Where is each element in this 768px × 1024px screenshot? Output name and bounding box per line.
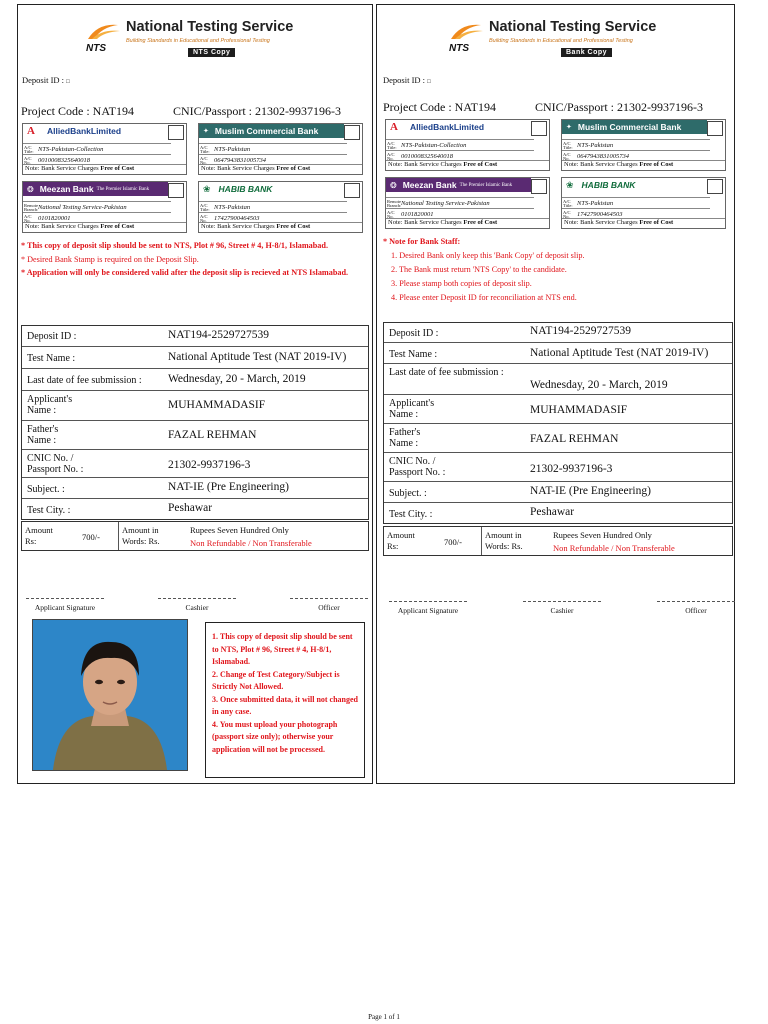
allied-logo-icon: A — [390, 121, 398, 133]
bank-acno: 0647943831005734 — [577, 153, 629, 160]
table-row: Subject. : NAT-IE (Pre Engineering) — [384, 482, 732, 503]
mcb-logo-icon: ✦ — [566, 123, 572, 131]
bank-title: NTS-Pakistan — [577, 142, 614, 149]
bank-title-row: A/C Title: NTS-Pakistan — [562, 197, 710, 209]
deposit-id-value: NAT194-2529727539 — [530, 325, 631, 337]
habib-logo-icon: ❀ — [566, 179, 574, 190]
bank-title: NTS-Pakistan-Collection — [401, 142, 467, 149]
applicant-photo — [32, 619, 188, 771]
city-value: Peshawar — [168, 502, 213, 514]
bank-box-meezan — [385, 177, 550, 229]
bank-title-row: Remote Branch: National Testing Service-Pakistan — [23, 201, 171, 213]
bank-acno: 17427900464503 — [577, 211, 623, 218]
applicant-signature-label: Applicant Signature — [397, 606, 459, 615]
bank-name: HABIB BANK — [581, 180, 636, 190]
bank-name: AlliedBankLimited — [46, 126, 122, 136]
bank-box-meezan — [22, 181, 187, 233]
bank-name: AlliedBankLimited — [409, 122, 485, 132]
bank-acno: 0101820001 — [38, 215, 71, 222]
nts-logo-icon — [447, 19, 487, 55]
bank-checkbox[interactable] — [531, 121, 547, 136]
last-date-value: Wednesday, 20 - March, 2019 — [168, 373, 306, 385]
bank-box-mcb — [198, 123, 363, 175]
applicant-name-value: MUHAMMADASIF — [530, 404, 628, 416]
amount-value: 700/- — [444, 537, 462, 547]
table-row: Test Name : National Aptitude Test (NAT 2019-IV) — [384, 343, 732, 364]
table-row: Deposit ID : NAT194-2529727539 — [384, 323, 732, 343]
cashier-label: Cashier — [550, 606, 574, 615]
staff-note: 4. Please enter Deposit ID for reconciliation at NTS end. — [391, 293, 577, 302]
bank-checkbox[interactable] — [168, 183, 184, 198]
table-row: Father's Name : FAZAL REHMAN — [22, 421, 368, 450]
applicant-signature-label: Applicant Signature — [34, 603, 96, 612]
meezan-logo-icon: ❂ — [390, 180, 397, 190]
bank-copy-slip — [376, 4, 735, 784]
cnic-passport: CNIC/Passport : 21302-9937196-3 — [173, 104, 341, 118]
deposit-id-box: □ — [66, 79, 70, 85]
org-name: National Testing Service — [126, 19, 294, 35]
bank-header-habib — [562, 178, 707, 192]
nts-copy-slip — [17, 4, 373, 784]
table-row: CNIC No. / Passport No. : 21302-9937196-3 — [384, 453, 732, 482]
bank-title: NTS-Pakistan — [577, 200, 614, 207]
bank-acno: 0010008325640018 — [401, 153, 453, 160]
nts-header — [84, 19, 324, 63]
father-name-value: FAZAL REHMAN — [530, 433, 619, 445]
deposit-id-top — [383, 75, 431, 85]
bank-checkbox[interactable] — [531, 179, 547, 194]
bank-checkbox[interactable] — [168, 125, 184, 140]
bank-acno: 0647943831005734 — [214, 157, 266, 164]
staff-note-title: * Note for Bank Staff: — [383, 237, 461, 246]
bank-title: National Testing Service-Pakistan — [38, 204, 127, 211]
bank-acno-row: A/C No. 0647943831005734 — [199, 154, 347, 166]
table-row: Last date of fee submission : Wednesday, 20 - March, 2019 — [22, 369, 368, 391]
bank-title: NTS-Pakistan — [214, 204, 251, 211]
staff-note: 3. Please stamp both copies of deposit slip. — [391, 279, 532, 288]
bank-acno: 0010008325640018 — [38, 157, 90, 164]
bank-note: Note: Bank Service Charges Free of Cost — [386, 218, 549, 228]
signature-area — [389, 601, 729, 617]
bank-name: Meezan Bank — [39, 184, 94, 194]
table-row: Deposit ID : NAT194-2529727539 — [22, 326, 368, 347]
bank-title-row: A/C Title: NTS-Pakistan-Collection — [386, 139, 534, 151]
test-name-value: National Aptitude Test (NAT 2019-IV) — [530, 347, 709, 359]
bank-acno-row: A/C No. 0101820001 — [23, 212, 171, 224]
bank-name: Muslim Commercial Bank — [577, 122, 682, 132]
bank-header-mcb — [199, 124, 344, 138]
nts-notes — [21, 239, 361, 280]
allied-logo-icon: A — [27, 125, 35, 137]
deposit-id-label: Deposit ID : — [383, 75, 426, 85]
amount-value: 700/- — [82, 532, 100, 542]
bank-title: NTS-Pakistan-Collection — [38, 146, 104, 153]
bank-checkbox[interactable] — [707, 121, 723, 136]
bank-title: National Testing Service-Pakistan — [401, 200, 490, 207]
bank-checkbox[interactable] — [707, 179, 723, 194]
bank-title: NTS-Pakistan — [214, 146, 251, 153]
officer-label: Officer — [685, 606, 707, 615]
bank-header-meezan — [23, 182, 168, 196]
bank-box-habib — [198, 181, 363, 233]
amount-words: Rupees Seven Hundred Only — [190, 525, 289, 535]
table-row: Applicant's Name : MUHAMMADASIF — [384, 395, 732, 424]
habib-logo-icon: ❀ — [203, 183, 211, 194]
warning-item: 2. Change of Test Category/Subject is Strictly Not Allowed. — [212, 669, 340, 691]
bank-acno: 17427900464503 — [214, 215, 260, 222]
refund-note: Non Refundable / Non Transferable — [190, 538, 312, 548]
nts-logo-icon — [84, 19, 124, 55]
bank-name: Muslim Commercial Bank — [214, 126, 319, 136]
deposit-id-label: Deposit ID : — [22, 75, 65, 85]
bank-box-mcb — [561, 119, 726, 171]
bank-note: Note: Bank Service Charges Free of Cost — [23, 222, 186, 232]
bank-acno: 0101820001 — [401, 211, 434, 218]
staff-note: 1. Desired Bank only keep this 'Bank Copy' of deposit slip. — [391, 251, 585, 260]
nts-logo-text: NTS — [449, 43, 469, 54]
bank-header-allied — [23, 124, 168, 138]
staff-note: 2. The Bank must return 'NTS Copy' to the candidate. — [391, 265, 567, 274]
amount-box: Amount Rs: 700/- Amount in Words: Rs. Rupees Seven Hundred Only Non Refundable / Non Transferable — [21, 521, 369, 551]
org-tagline: Building Standards in Educational and Professional Testing — [126, 38, 270, 44]
bank-header-habib — [199, 182, 344, 196]
cnic-value: 21302-9937196-3 — [168, 459, 251, 471]
applicant-photo-image — [33, 620, 187, 770]
bank-note: Note: Bank Service Charges Free of Cost — [562, 218, 725, 228]
nts-logo-text: NTS — [86, 43, 106, 54]
bank-note: Note: Bank Service Charges Free of Cost — [199, 164, 362, 174]
amount-words: Rupees Seven Hundred Only — [553, 530, 652, 540]
bank-note: Note: Bank Service Charges Free of Cost — [23, 164, 186, 174]
amount-box: Amount Rs: 700/- Amount in Words: Rs. Rupees Seven Hundred Only Non Refundable / Non Transferable — [383, 526, 733, 556]
bank-header-meezan — [386, 178, 531, 192]
meezan-logo-icon: ❂ — [27, 184, 34, 194]
bank-header-mcb — [562, 120, 707, 134]
father-name-value: FAZAL REHMAN — [168, 429, 257, 441]
table-row: CNIC No. / Passport No. : 21302-9937196-3 — [22, 450, 368, 478]
deposit-id-top — [22, 75, 70, 85]
details-table — [21, 325, 369, 520]
subject-value: NAT-IE (Pre Engineering) — [530, 485, 651, 497]
warning-item: 1. This copy of deposit slip should be sent to NTS, Plot # 96, Street # 4, H-8/1, Islamabad. — [212, 632, 353, 666]
bank-title-row: A/C Title: NTS-Pakistan-Collection — [23, 143, 171, 155]
deposit-id-value: NAT194-2529727539 — [168, 329, 269, 341]
deposit-id-box: □ — [427, 79, 431, 85]
details-table — [383, 322, 733, 524]
mcb-logo-icon: ✦ — [203, 127, 209, 135]
bank-checkbox[interactable] — [344, 125, 360, 140]
nts-note: * Desired Bank Stamp is required on the Deposit Slip. — [21, 254, 199, 264]
project-code: Project Code : NAT194 — [21, 104, 134, 118]
table-row: Applicant's Name : MUHAMMADASIF — [22, 391, 368, 421]
bank-acno-row: A/C No. 0010008325640018 — [23, 154, 171, 166]
signature-area — [26, 598, 366, 614]
officer-label: Officer — [318, 603, 340, 612]
cnic-value: 21302-9937196-3 — [530, 463, 613, 475]
bank-acno-row: A/C No. 0647943831005734 — [562, 150, 710, 162]
page-footer: Page 1 of 1 — [368, 1013, 400, 1021]
bank-box-allied — [22, 123, 187, 175]
test-name-value: National Aptitude Test (NAT 2019-IV) — [168, 351, 347, 363]
bank-title-row: A/C Title: NTS-Pakistan — [199, 143, 347, 155]
bank-box-allied — [385, 119, 550, 171]
table-row: Test City. : Peshawar — [27, 502, 213, 516]
bank-title-row: A/C Title: NTS-Pakistan — [199, 201, 347, 213]
nts-note: * This copy of deposit slip should be sent to NTS, Plot # 96, Street # 4, H-8/1, Islamabad. — [21, 241, 328, 250]
copy-badge: NTS Copy — [188, 48, 235, 57]
bank-acno-row: A/C No. 17427900464503 — [199, 212, 347, 224]
bank-acno-row: A/C No. 0101820001 — [386, 208, 534, 220]
applicant-name-value: MUHAMMADASIF — [168, 399, 266, 411]
bank-note: Note: Bank Service Charges Free of Cost — [562, 160, 725, 170]
bank-staff-notes — [383, 235, 723, 305]
table-row: Last date of fee submission : Wednesday, 20 - March, 2019 — [384, 364, 732, 395]
bank-title-row: A/C Title: NTS-Pakistan — [562, 139, 710, 151]
cnic-passport: CNIC/Passport : 21302-9937196-3 — [535, 100, 703, 114]
bank-checkbox[interactable] — [344, 183, 360, 198]
bank-name: HABIB BANK — [218, 184, 273, 194]
nts-note: * Application will only be considered valid after the deposit slip is recieved at NTS Islamabad. — [21, 268, 349, 277]
table-row: Test City. : Peshawar — [389, 506, 575, 520]
refund-note: Non Refundable / Non Transferable — [553, 543, 675, 553]
bank-box-habib — [561, 177, 726, 229]
last-date-value: Wednesday, 20 - March, 2019 — [530, 379, 668, 391]
cashier-label: Cashier — [185, 603, 209, 612]
bank-note: Note: Bank Service Charges Free of Cost — [199, 222, 362, 232]
subject-value: NAT-IE (Pre Engineering) — [168, 481, 289, 493]
photo-warnings — [205, 622, 365, 778]
bank-subtitle: The Premier Islamic Bank — [96, 186, 150, 192]
warning-item: 3. Once submitted data, it will not changed in any case. — [212, 694, 359, 716]
table-row: Subject. : NAT-IE (Pre Engineering) — [22, 478, 368, 499]
bank-copy-header — [447, 19, 687, 63]
bank-acno-row: A/C No. 0010008325640018 — [386, 150, 534, 162]
project-code: Project Code : NAT194 — [383, 100, 496, 114]
bank-title-row: Remote Branch: National Testing Service-Pakistan — [386, 197, 534, 209]
table-row: Father's Name : FAZAL REHMAN — [384, 424, 732, 453]
bank-acno-row: A/C No. 17427900464503 — [562, 208, 710, 220]
copy-badge: Bank Copy — [561, 48, 612, 57]
table-row: Test Name : National Aptitude Test (NAT 2019-IV) — [22, 347, 368, 369]
warning-item: 4. You must upload your photograph (passport size only); otherwise your application will not be processed. — [212, 719, 338, 754]
bank-note: Note: Bank Service Charges Free of Cost — [386, 160, 549, 170]
org-tagline: Building Standards in Educational and Professional Testing — [489, 38, 633, 44]
bank-subtitle: The Premier Islamic Bank — [459, 182, 513, 188]
bank-name: Meezan Bank — [402, 180, 457, 190]
city-value: Peshawar — [530, 506, 575, 518]
org-name: National Testing Service — [489, 19, 657, 35]
bank-header-allied — [386, 120, 531, 134]
